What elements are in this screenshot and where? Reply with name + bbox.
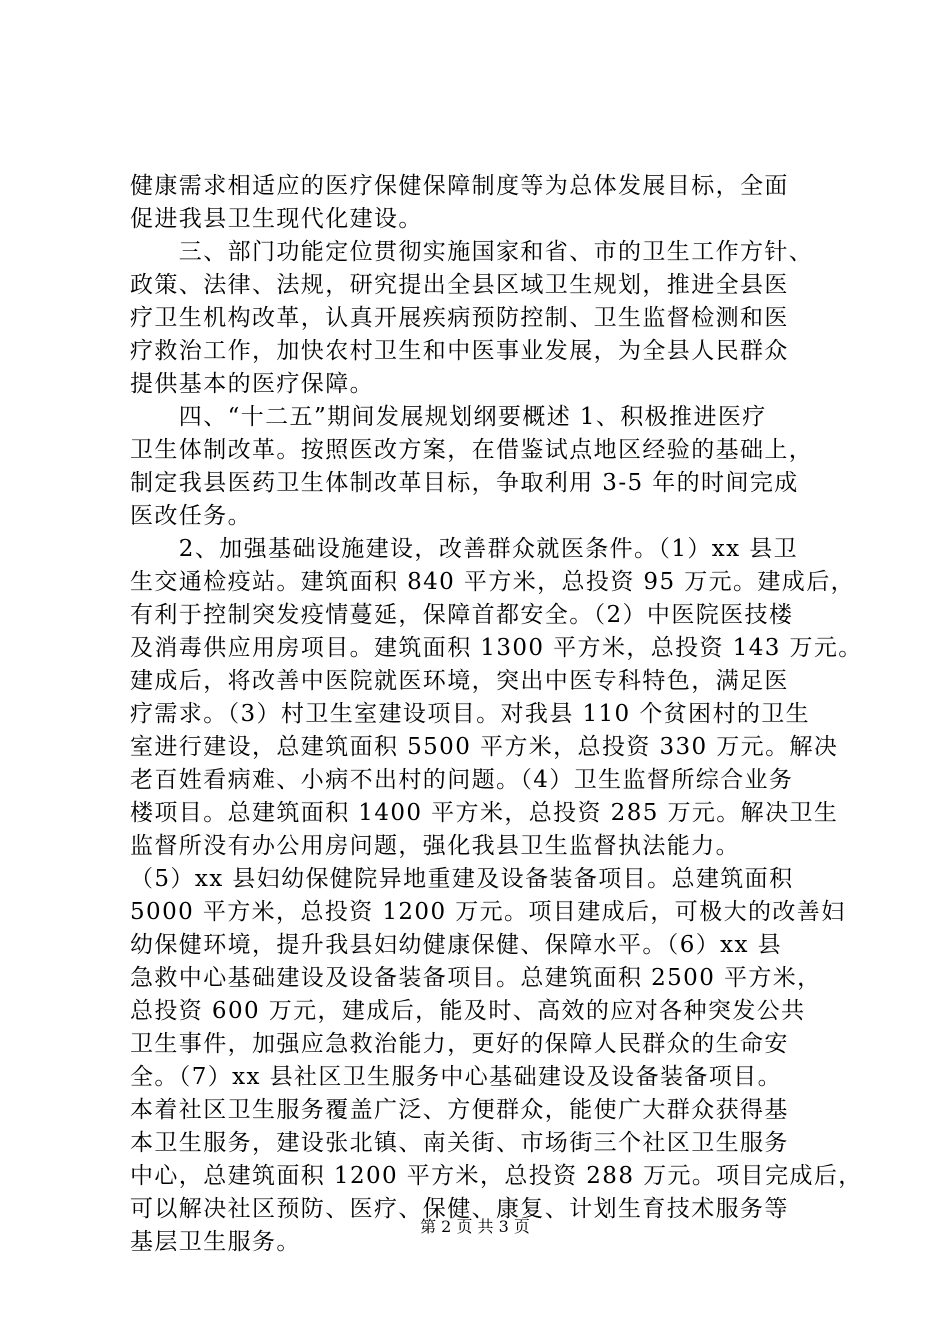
- text-line: 2、加强基础设施建设，改善群众就医条件。（1）xx 县卫: [130, 536, 799, 562]
- text-line: 幼保健环境，提升我县妇幼健康保健、保障水平。（6）xx 县: [130, 932, 782, 958]
- text-line: 生交通检疫站。建筑面积 840 平方米，总投资 95 万元。建成后，: [130, 569, 856, 595]
- text-line: 疗卫生机构改革，认真开展疾病预防控制、卫生监督检测和医: [130, 305, 789, 331]
- text-line: 建成后，将改善中医院就医环境，突出中医专科特色，满足医: [130, 668, 789, 694]
- text-line: 卫生体制改革。按照医改方案，在借鉴试点地区经验的基础上，: [130, 437, 814, 463]
- text-line: 政策、法律、法规，研究提出全县区域卫生规划，推进全县医: [130, 272, 789, 298]
- text-line: 急救中心基础建设及设备装备项目。总建筑面积 2500 平方米，: [130, 965, 822, 991]
- text-line: 5000 平方米，总投资 1200 万元。项目建成后，可极大的改善妇: [130, 899, 846, 925]
- text-line: 疗救治工作，加快农村卫生和中医事业发展，为全县人民群众: [130, 338, 789, 364]
- text-line: 本卫生服务，建设张北镇、南关街、市场街三个社区卫生服务: [130, 1130, 789, 1156]
- text-line: 医改任务。: [130, 503, 252, 529]
- text-line: 卫生事件，加强应急救治能力，更好的保障人民群众的生命安: [130, 1031, 789, 1057]
- text-line: 可以解决社区预防、医疗、保健、康复、计划生育技术服务等: [130, 1196, 789, 1222]
- text-line: 基层卫生服务。: [130, 1229, 301, 1255]
- document-body: [130, 170, 863, 1259]
- text-line: 监督所没有办公用房问题，强化我县卫生监督执法能力。: [130, 833, 740, 859]
- page-number: 第 2 页 共 3 页: [420, 1217, 530, 1236]
- text-line: 及消毒供应用房项目。建筑面积 1300 平方米，总投资 143 万元。: [130, 635, 863, 661]
- text-line: 有利于控制突发疫情蔓延，保障首都安全。（2）中医院医技楼: [130, 602, 794, 628]
- text-line: 全。（7）xx 县社区卫生服务中心基础建设及设备装备项目。: [130, 1064, 782, 1090]
- text-line: 室进行建设，总建筑面积 5500 平方米，总投资 330 万元。解决: [130, 734, 839, 760]
- text-line: 健康需求相适应的医疗保健保障制度等为总体发展目标，全面: [130, 173, 789, 199]
- text-line: 三、部门功能定位贯彻实施国家和省、市的卫生工作方针、: [130, 239, 814, 265]
- text-line: 促进我县卫生现代化建设。: [130, 206, 423, 232]
- text-line: 疗需求。（3）村卫生室建设项目。对我县 110 个贫困村的卫生: [130, 701, 811, 727]
- text-line: 总投资 600 万元，建成后，能及时、高效的应对各种突发公共: [130, 998, 806, 1024]
- text-line: 四、“十二五”期间发展规划纲要概述 1、积极推进医疗: [130, 404, 767, 430]
- text-line: 提供基本的医疗保障。: [130, 371, 374, 397]
- text-line: （5）xx 县妇幼保健院异地重建及设备装备项目。总建筑面积: [130, 866, 794, 892]
- text-line: 楼项目。总建筑面积 1400 平方米，总投资 285 万元。解决卫生: [130, 800, 839, 826]
- text-line: 制定我县医药卫生体制改革目标，争取利用 3-5 年的时间完成: [130, 470, 799, 496]
- text-line: 老百姓看病难、小病不出村的问题。（4）卫生监督所综合业务: [130, 767, 794, 793]
- text-line: 本着社区卫生服务覆盖广泛、方便群众，能使广大群众获得基: [130, 1097, 789, 1123]
- text-line: 中心，总建筑面积 1200 平方米，总投资 288 万元。项目完成后，: [130, 1163, 863, 1189]
